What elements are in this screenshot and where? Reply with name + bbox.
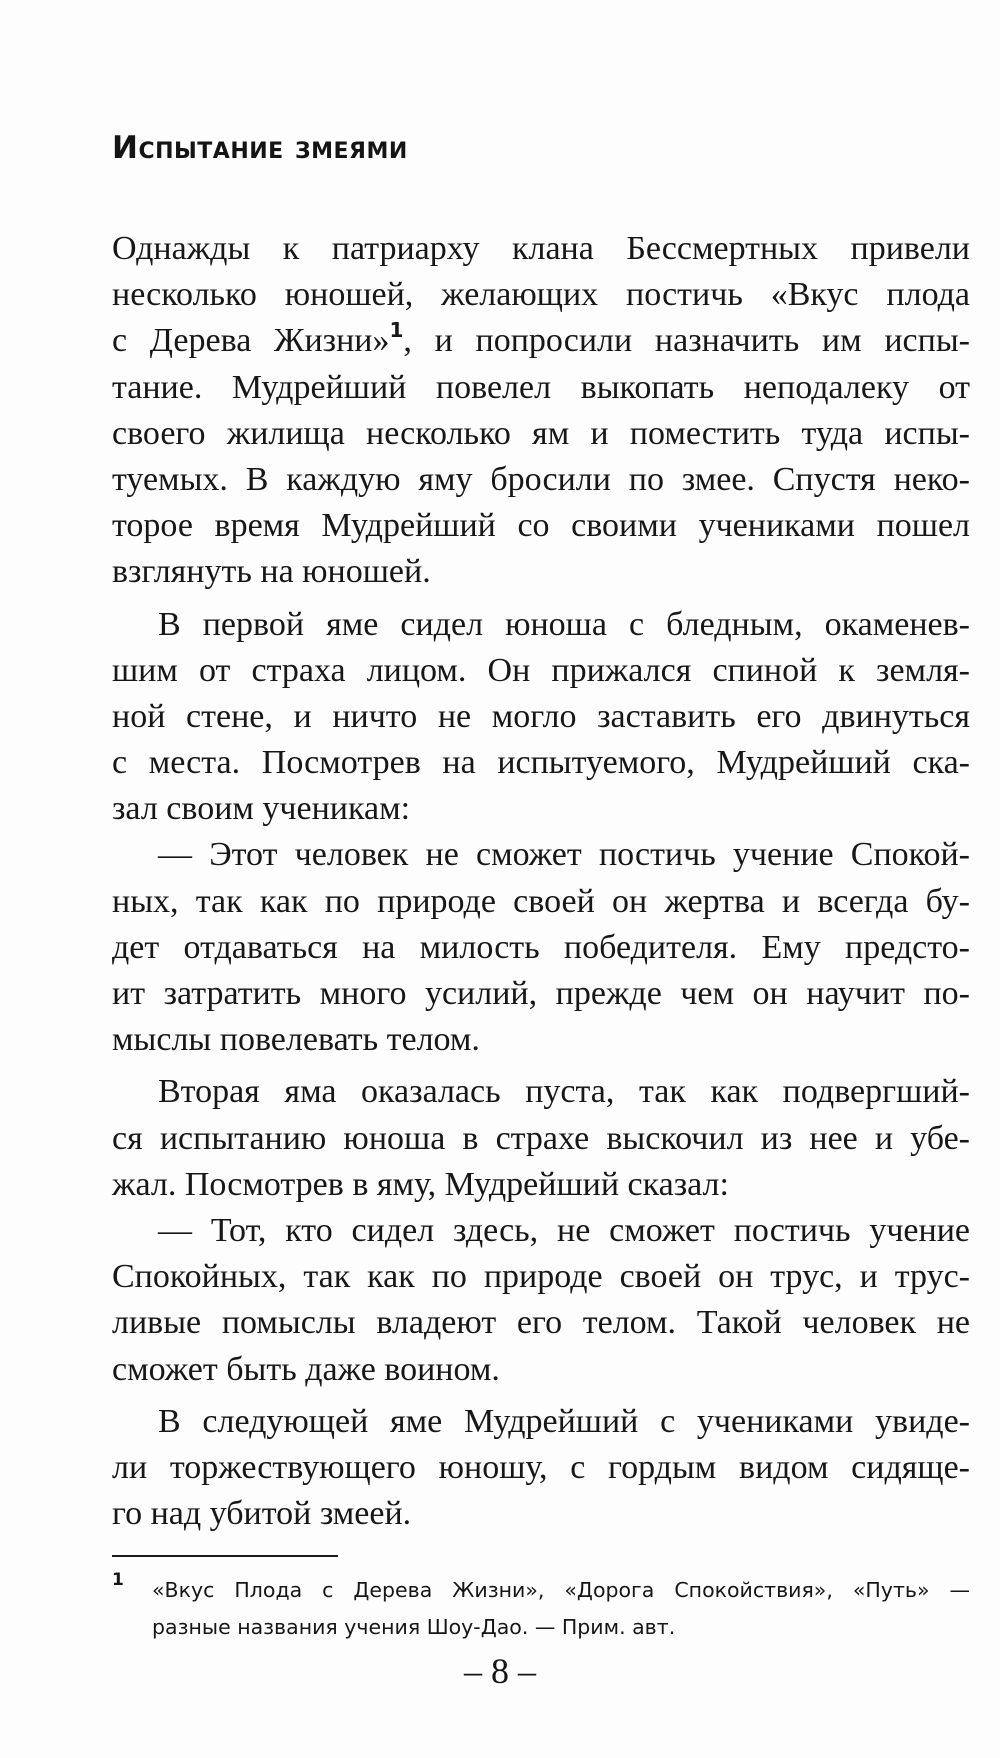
text-fragment: , и попросили назначить им испы- bbox=[403, 322, 970, 360]
text-line-with-footnote bbox=[112, 318, 970, 364]
text-line: ит затратить много усилий, прежде чем он научит по- bbox=[112, 975, 970, 1012]
text-line: Спокойных, так как по природе своей он трус, и трус- bbox=[112, 1258, 970, 1296]
text-line: сможет быть даже воином. bbox=[112, 1350, 500, 1388]
page-number: – 8 – bbox=[464, 1651, 536, 1691]
text-line: дет отдаваться на милость победителя. Ему предсто- bbox=[112, 928, 970, 966]
text-line: — Этот человек не сможет постичь учение Спокой- bbox=[158, 836, 970, 874]
section-heading: Испытание змеями bbox=[112, 130, 408, 166]
text-line: го над убитой змеей. bbox=[112, 1495, 412, 1533]
text-line: ся испытанию юноша в страхе выскочил из нее и убе- bbox=[112, 1119, 970, 1157]
text-line: взглянуть на юношей. bbox=[112, 553, 431, 591]
text-line: — Тот, кто сидел здесь, не сможет постичь учение bbox=[158, 1211, 970, 1249]
text-line: Вторая яма оказалась пуста, так как подвергший- bbox=[158, 1073, 970, 1111]
footnote-reference: 1 bbox=[389, 318, 404, 343]
text-fragment: с Дерева Жизни» bbox=[112, 322, 390, 360]
footnote-divider bbox=[112, 1555, 338, 1557]
text-line: В следующей яме Мудрейший с учениками увиде- bbox=[158, 1402, 970, 1440]
text-line: В первой яме сидел юноша с бледным, окаменев- bbox=[158, 605, 970, 643]
text-line: ной стене, и ничто не могло заставить его двинуться bbox=[112, 697, 970, 735]
text-line: ных, так как по природе своей он жертва и всегда бу- bbox=[112, 882, 970, 920]
footnote-line: разные названия учения Шоу-Дао. — Прим. авт. bbox=[152, 1615, 676, 1639]
footnote bbox=[112, 1572, 970, 1646]
text-line: несколько юношей, желающих постичь «Вкус плода bbox=[112, 276, 970, 314]
text-line: мыслы повелевать телом. bbox=[112, 1021, 480, 1059]
footnote-mark: 1 bbox=[112, 1570, 124, 1590]
text-line: торое время Мудрейший со своими учениками пошел bbox=[112, 507, 970, 545]
text-line: ливые помыслы владеют его телом. Такой человек не bbox=[112, 1304, 970, 1342]
text-line: ли торжествующего юношу, с гордым видом сидяще- bbox=[112, 1448, 970, 1486]
text-line: туемых. В каждую яму бросили по змее. Спустя неко- bbox=[112, 460, 970, 498]
text-line: шим от страха лицом. Он прижался спиной к земля- bbox=[112, 651, 970, 689]
text-line: зал своим ученикам: bbox=[112, 790, 411, 828]
text-line: тание. Мудрейший повелел выкопать неподалеку от bbox=[112, 368, 970, 406]
text-line: жал. Посмотрев в яму, Мудрейший сказал: bbox=[112, 1165, 729, 1203]
footnote-line: «Вкус Плода с Дерева Жизни», «Дорога Спокойствия», «Путь» — bbox=[152, 1578, 970, 1602]
text-line: Однажды к патриарху клана Бессмертных привели bbox=[112, 230, 970, 267]
text-line: своего жилища несколько ям и поместить туда испы- bbox=[112, 414, 970, 452]
main-text bbox=[112, 226, 970, 1537]
text-line: с места. Посмотрев на испытуемого, Мудрейший ска- bbox=[112, 744, 970, 782]
